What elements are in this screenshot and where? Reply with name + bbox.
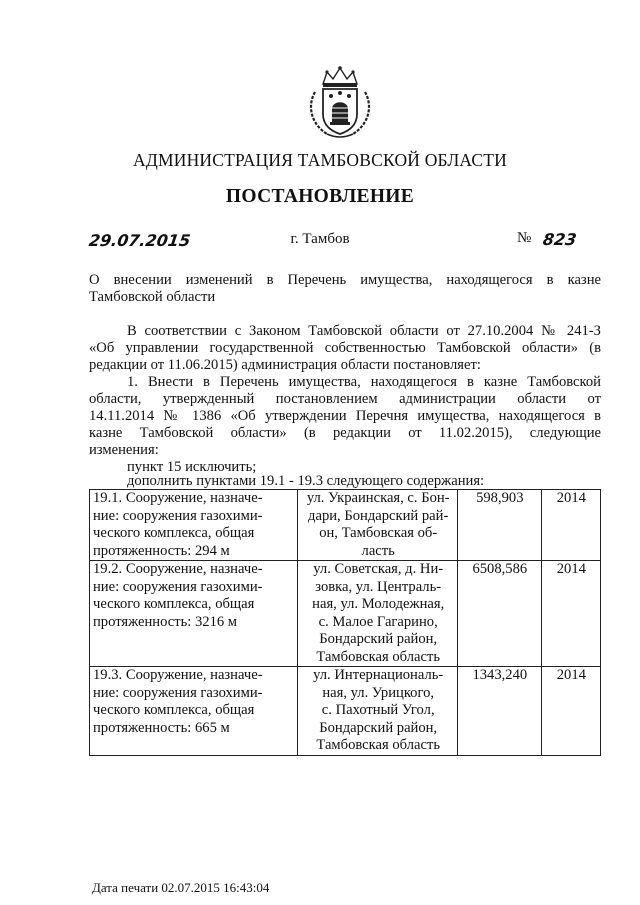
cell-line: ние: сооружения газохими- <box>93 684 263 701</box>
cell-line: Бондарский район, <box>319 631 438 647</box>
table-row <box>90 490 601 561</box>
cell-line: ние: сооружения газохими- <box>93 578 263 595</box>
document-type-title: ПОСТАНОВЛЕНИЕ <box>225 186 415 207</box>
body-p2-line-5: изменения: <box>89 442 159 458</box>
document-date: 29.07.2015 <box>87 231 192 250</box>
cell-line: ческого комплекса, общая <box>93 702 255 718</box>
body-p1-line-3: редакции от 11.06.2015) администрация области постановляет: <box>89 357 481 373</box>
body-p2-line-1: 1. Внести в Перечень имущества, находящегося в казне Тамбовской <box>127 374 601 390</box>
table-cell-year: 2014 <box>541 490 600 561</box>
table-cell-description <box>90 561 298 667</box>
cell-line: дари, Бондарский рай- <box>308 507 449 524</box>
cell-line: ная, ул. Молодежная, <box>312 596 445 612</box>
cell-line: протяженность: 294 м <box>93 542 230 559</box>
subject-line-1: О внесении изменений в Перечень имущества, находящегося в казне <box>89 272 601 288</box>
cell-line: зовка, ул. Централь- <box>315 578 442 595</box>
table-row <box>90 667 601 756</box>
cell-line: ул. Советская, д. Ни- <box>313 561 444 577</box>
cell-line: с. Малое Гагарино, <box>318 613 438 630</box>
body-p1-line-1: В соответствии с Законом Тамбовской области от 27.10.2004 № 241-З <box>127 323 601 339</box>
body-p2-line-4: казне Тамбовской области» (в редакции от 11.02.2015), следующие <box>89 425 601 441</box>
cell-line: 19.3. Сооружение, назначе- <box>93 667 263 683</box>
table-cell-year: 2014 <box>541 667 600 756</box>
table-cell-address <box>298 490 457 561</box>
subject-line-2: Тамбовской области <box>89 289 216 305</box>
table-cell-description <box>90 490 298 561</box>
print-date-footer: Дата печати 02.07.2015 16:43:04 <box>92 880 270 895</box>
cell-line: ная, ул. Урицкого, <box>322 684 435 701</box>
body-p2-line-2: области, утвержденный постановлением администрации области от <box>89 391 601 407</box>
table-cell-address <box>298 667 457 756</box>
cell-line: Тамбовская область <box>316 737 440 753</box>
document-number-prefix: № <box>517 230 532 246</box>
table-cell-value: 1343,240 <box>457 667 541 756</box>
table-row <box>90 561 601 667</box>
cell-line: он, Тамбовская об- <box>319 525 438 541</box>
body-p1-line-2: «Об управлении государственной собственностью Тамбовской области» (в <box>89 340 601 356</box>
cell-line: Тамбовская область <box>316 648 440 665</box>
organization-title: АДМИНИСТРАЦИЯ ТАМБОВСКОЙ ОБЛАСТИ <box>133 150 507 170</box>
cell-line: ческого комплекса, общая <box>93 525 255 541</box>
cell-line: ул. Украинская, с. Бон- <box>306 490 450 506</box>
cell-line: ласть <box>361 542 395 559</box>
body-p2-line-3: 14.11.2014 № 1386 «Об утверждении Перечня имущества, находящегося в <box>89 408 601 424</box>
cell-line: ческого комплекса, общая <box>93 596 255 612</box>
cell-line: 19.1. Сооружение, назначе- <box>93 490 263 506</box>
cell-line: с. Пахотный Угол, <box>321 702 435 718</box>
item-exclude: пункт 15 исключить; <box>127 459 257 475</box>
cell-line: протяженность: 665 м <box>93 719 230 736</box>
table-cell-address <box>298 561 457 667</box>
coat-of-arms-icon <box>301 62 379 142</box>
cell-line: протяженность: 3216 м <box>93 613 238 630</box>
cell-line: ние: сооружения газохими- <box>93 507 263 524</box>
table-cell-value: 598,903 <box>457 490 541 561</box>
item-add: дополнить пунктами 19.1 - 19.3 следующего содержания: <box>127 473 485 489</box>
table-cell-description <box>90 667 298 756</box>
document-number: 823 <box>541 230 578 249</box>
property-table <box>89 489 601 756</box>
cell-line: Бондарский район, <box>319 719 438 736</box>
cell-line: ул. Интернациональ- <box>313 667 444 683</box>
table-cell-value: 6508,586 <box>457 561 541 667</box>
document-city: г. Тамбов <box>290 231 350 247</box>
table-cell-year: 2014 <box>541 561 600 667</box>
cell-line: 19.2. Сооружение, назначе- <box>93 561 263 577</box>
